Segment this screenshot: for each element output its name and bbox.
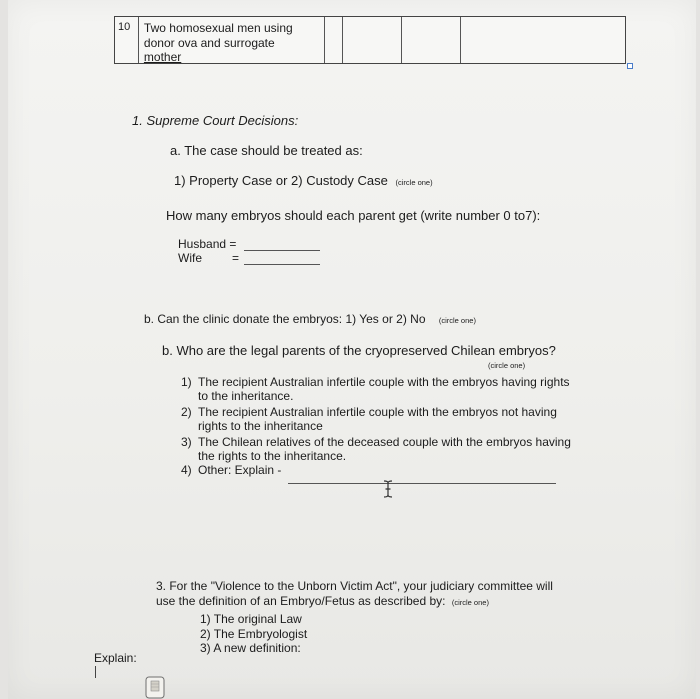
option-number: 4) [181,463,192,477]
circle-one-note: (circle one) [438,316,476,325]
q1-heading: 1. Supreme Court Decisions: [132,113,299,128]
row-description-line: mother [143,50,182,64]
circle-one-note: (circle one) [451,598,489,607]
husband-answer-line[interactable] [244,250,320,251]
legal-parents-question: b. Who are the legal parents of the cryopreserved Chilean embryos? [162,343,556,358]
answer-cell[interactable] [402,17,461,63]
option-text: Other: Explain - [198,463,282,477]
q3-option: 1) The original Law [200,612,302,626]
q3-line2-text: use the definition of an Embryo/Fetus as described by: [156,594,446,608]
option-text: The recipient Australian infertile couple with the embryos not having [198,405,557,419]
option-text: the rights to the inheritance. [198,449,347,463]
text-cursor-icon [382,480,394,498]
option-text: The Chilean relatives of the deceased couple with the embryos having [198,435,571,449]
q1a-options-text: 1) Property Case or 2) Custody Case [174,173,388,188]
wife-equals: = [232,251,240,265]
circle-one-note: (circle one) [488,361,526,370]
resize-handle[interactable] [627,63,633,69]
q3-option: 2) The Embryologist [200,627,308,641]
q1a-label: a. The case should be treated as: [170,143,363,158]
answer-cell[interactable] [461,17,625,63]
explain-label: Explain: [94,651,137,665]
option-text: The recipient Australian infertile couple with the embryos having rights [198,375,570,389]
row-description-line: donor ova and surrogate [143,35,275,50]
other-explain-line[interactable] [288,483,556,484]
row-description-line: Two homosexual men using [143,21,293,35]
q1a-options [174,173,433,188]
q1b-donate-text: b. Can the clinic donate the embryos: 1) Yes or 2) No [144,312,426,326]
row-number: 10 [115,17,139,63]
husband-label: Husband = [178,237,237,251]
answer-cell[interactable] [343,17,402,63]
text-caret [95,666,96,678]
option-number: 2) [181,405,192,419]
table-row [114,16,626,64]
option-text: to the inheritance. [198,389,294,403]
option-text: rights to the inheritance [198,419,323,433]
wife-answer-line[interactable] [244,264,320,265]
option-number: 1) [181,375,192,389]
q1b-donate [144,312,476,326]
answer-cell[interactable] [325,17,343,63]
edit-note-icon[interactable] [145,676,165,699]
wife-label: Wife [178,251,202,265]
row-description [139,17,325,63]
q3-line1: 3. For the "Violence to the Unborn Victim Act", your judiciary committee will [156,579,553,593]
q3-option: 3) A new definition: [200,641,301,655]
circle-one-note: (circle one) [395,178,433,187]
q3-line2 [156,594,489,608]
option-number: 3) [181,435,192,449]
embryos-question: How many embryos should each parent get (write number 0 to7): [166,208,541,223]
